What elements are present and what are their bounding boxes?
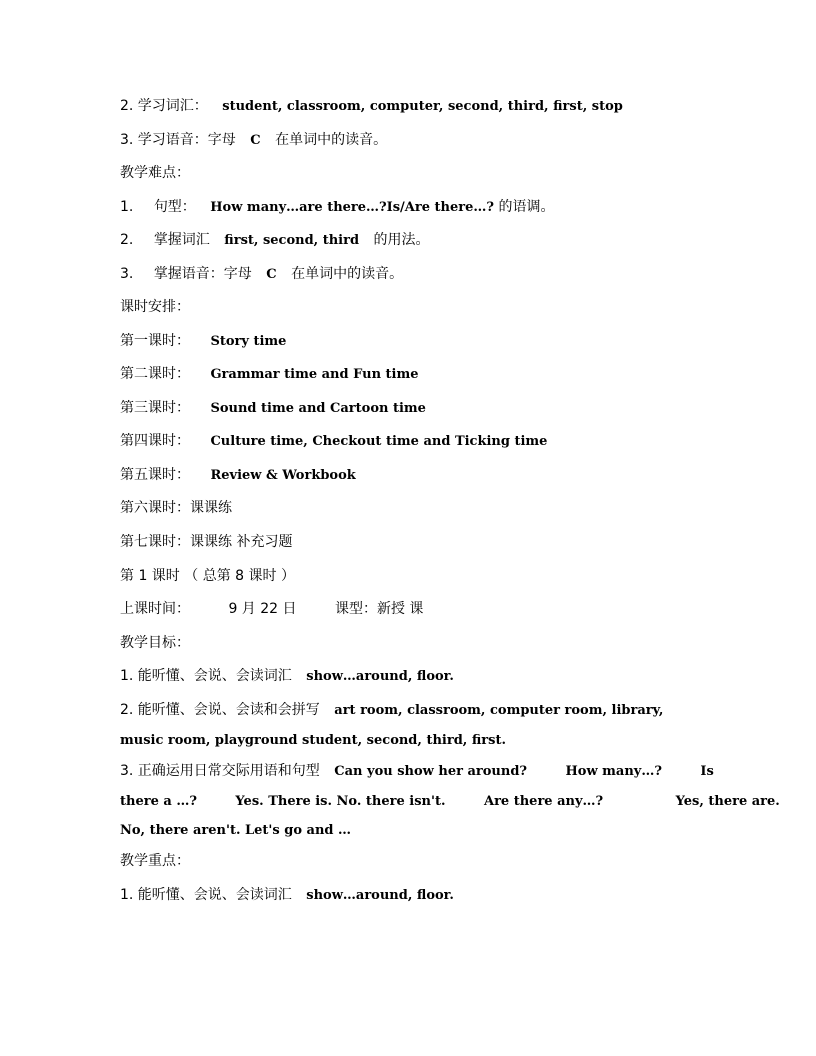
time-label: 上课时间： <box>120 601 190 617</box>
item-number: 3. <box>120 266 134 282</box>
period-content: Review & Workbook <box>210 468 356 483</box>
sentence-pattern: How many…are there…?Is/Are there…? <box>210 200 494 215</box>
vocab-objective-line <box>120 96 623 117</box>
period-content: Story time <box>210 334 287 349</box>
goal-label: 2. 能听懂、会说、会读和会拼写 <box>120 702 320 718</box>
phonics-label: 3. 学习语音：字母 <box>120 132 236 148</box>
goal-words: show…around, floor. <box>306 669 454 684</box>
goal-words: music room, playground student, second, third, first. <box>120 733 506 748</box>
item-label: 掌握语音：字母 <box>153 266 252 282</box>
item-tail: 的用法。 <box>373 232 430 248</box>
goal-sentence: Can you show her around? <box>334 764 528 779</box>
difficulty-item-1 <box>120 197 554 218</box>
goal-item-3 <box>120 761 714 782</box>
phonics-letter: C <box>250 133 261 148</box>
schedule-item-7: 第七课时：课课练 补充习题 <box>120 534 293 550</box>
key-point-words: show…around, floor. <box>306 888 454 903</box>
vocab-label: 2. 学习词汇： <box>120 98 208 114</box>
difficulty-heading: 教学难点： <box>120 165 190 181</box>
goal-sentence: Yes, there are. <box>675 794 780 809</box>
period-label: 第二课时： <box>120 366 190 382</box>
period-label: 第一课时： <box>120 333 190 349</box>
schedule-item-1 <box>120 331 286 352</box>
schedule-item-4 <box>120 431 547 452</box>
period-content: Culture time, Checkout time and Ticking time <box>210 434 548 449</box>
schedule-item-6: 第六课时：课课练 <box>120 500 232 516</box>
goal-item-2-continued <box>120 730 506 751</box>
phonics-objective-line <box>120 130 387 151</box>
period-label: 第五课时： <box>120 467 190 483</box>
item-tail: 在单词中的读音。 <box>291 266 404 282</box>
lesson-number: 第 1 课时 （ 总第 8 课时 ） <box>120 568 295 584</box>
goal-label: 1. 能听懂、会说、会读词汇 <box>120 668 292 684</box>
period-label: 第三课时： <box>120 400 190 416</box>
key-point-label: 1. 能听懂、会说、会读词汇 <box>120 887 292 903</box>
schedule-item-3 <box>120 398 426 419</box>
goal-words: art room, classroom, computer room, library, <box>334 703 664 718</box>
schedule-item-2 <box>120 364 419 385</box>
lesson-time-line <box>120 599 423 619</box>
goal-item-2 <box>120 700 663 721</box>
goal-item-1 <box>120 666 454 687</box>
schedule-heading: 课时安排： <box>120 299 190 315</box>
lesson-date: 9 月 22 日 <box>228 601 297 617</box>
goal-sentence: How many…? <box>565 764 662 779</box>
difficulty-item-2 <box>120 230 430 251</box>
period-content: Sound time and Cartoon time <box>210 401 426 416</box>
item-number: 2. <box>120 232 134 248</box>
period-content: Grammar time and Fun time <box>210 367 419 382</box>
schedule-item-5 <box>120 465 356 486</box>
difficulty-item-3 <box>120 264 403 285</box>
goal-item-3-continued <box>120 791 780 812</box>
goal-sentence: Are there any…? <box>483 794 604 809</box>
key-points-heading: 教学重点： <box>120 853 190 869</box>
item-label: 掌握词汇 <box>153 232 210 248</box>
lesson-type: 课型：新授 课 <box>334 601 424 617</box>
vocab-words: first, second, third <box>224 233 360 248</box>
item-label: 句型： <box>153 199 196 215</box>
goal-sentence: No, there aren't. Let's go and … <box>120 823 352 838</box>
phonics-letter: C <box>266 267 277 282</box>
goal-sentence: Is <box>700 764 714 779</box>
goal-sentence: Yes. There is. No. there isn't. <box>235 794 446 809</box>
period-label: 第四课时： <box>120 433 190 449</box>
item-number: 1. <box>120 199 134 215</box>
goal-label: 3. 正确运用日常交际用语和句型 <box>120 763 320 779</box>
goal-item-3-continued-2 <box>120 820 351 841</box>
key-point-item-1 <box>120 885 454 906</box>
item-tail: 的语调。 <box>498 199 555 215</box>
goal-sentence: there a …? <box>120 794 197 809</box>
goals-heading: 教学目标： <box>120 635 190 651</box>
vocab-words: student, classroom, computer, second, third, first, stop <box>222 99 623 114</box>
phonics-tail: 在单词中的读音。 <box>275 132 388 148</box>
